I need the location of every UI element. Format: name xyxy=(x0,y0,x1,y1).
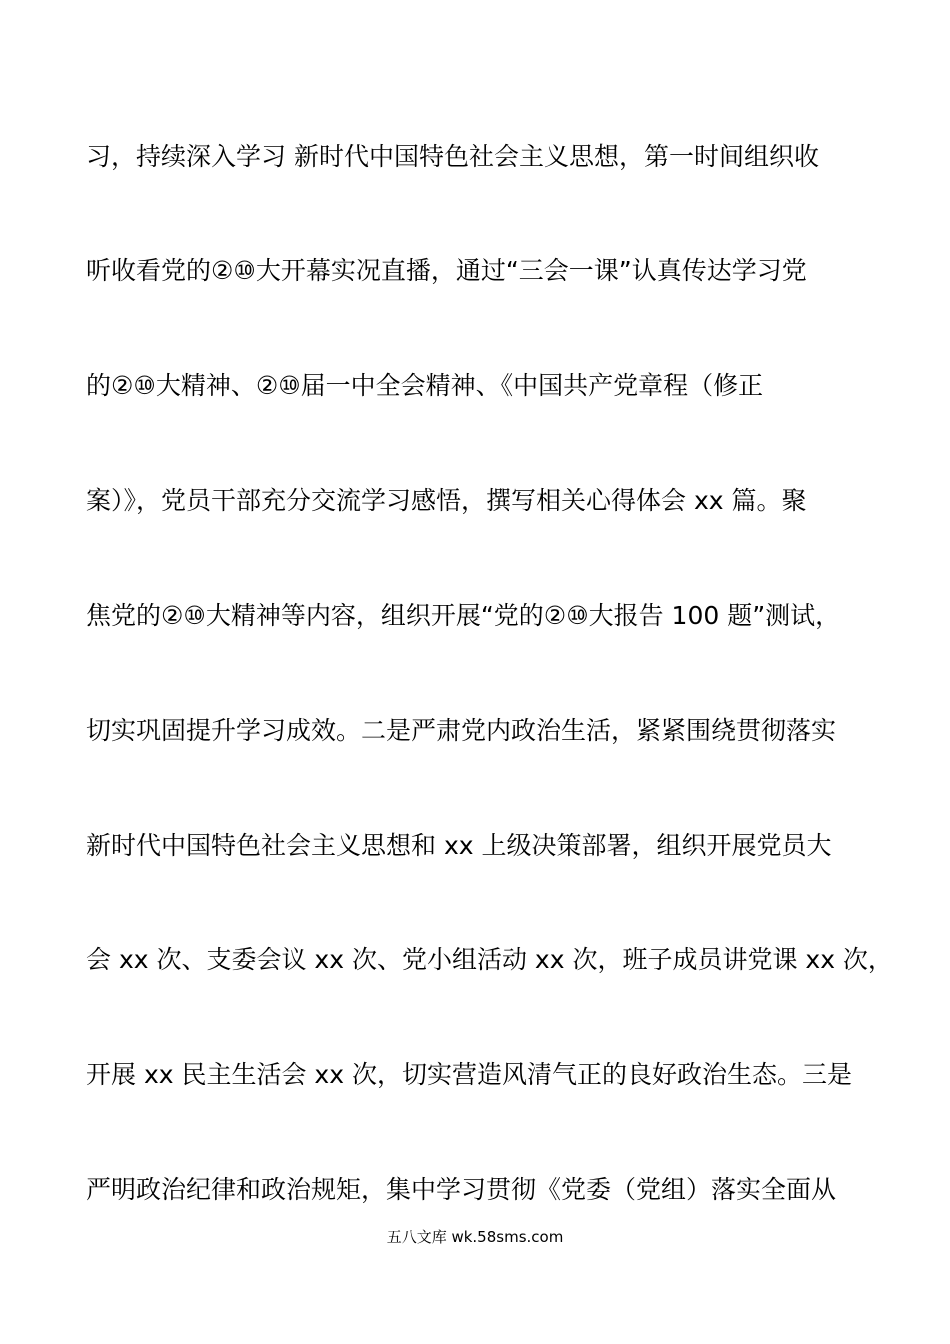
body-text-line: 听收看党的②⑩大开幕实况直播，通过“三会一课”认真传达学习党 xyxy=(86,256,807,285)
body-text-line: 新时代中国特色社会主义思想和 xx 上级决策部署，组织开展党员大 xyxy=(86,831,832,860)
body-text-line: 焦党的②⑩大精神等内容，组织开展“党的②⑩大报告 100 题”测试， xyxy=(86,601,841,630)
body-text-line: 会 xx 次、支委会议 xx 次、党小组活动 xx 次，班子成员讲党课 xx 次， xyxy=(86,945,893,974)
body-text-line: 严明政治纪律和政治规矩，集中学习贯彻《党委（党组）落实全面从 xyxy=(86,1175,837,1204)
body-text-line: 开展 xx 民主生活会 xx 次，切实营造风清气正的良好政治生态。三是 xyxy=(86,1060,852,1089)
footer-watermark: 五八文库 wk.58sms.com xyxy=(386,1228,564,1246)
body-text-line: 案）》，党员干部充分交流学习感悟，撰写相关心得体会 xx 篇。聚 xyxy=(86,486,807,515)
body-text-line: 切实巩固提升学习成效。二是严肃党内政治生活，紧紧围绕贯彻落实 xyxy=(86,716,837,745)
body-text-line: 的②⑩大精神、②⑩届一中全会精神、《中国共产党章程（修正 xyxy=(86,371,764,400)
body-text-line: 习，持续深入学习 新时代中国特色社会主义思想，第一时间组织收 xyxy=(86,142,819,171)
